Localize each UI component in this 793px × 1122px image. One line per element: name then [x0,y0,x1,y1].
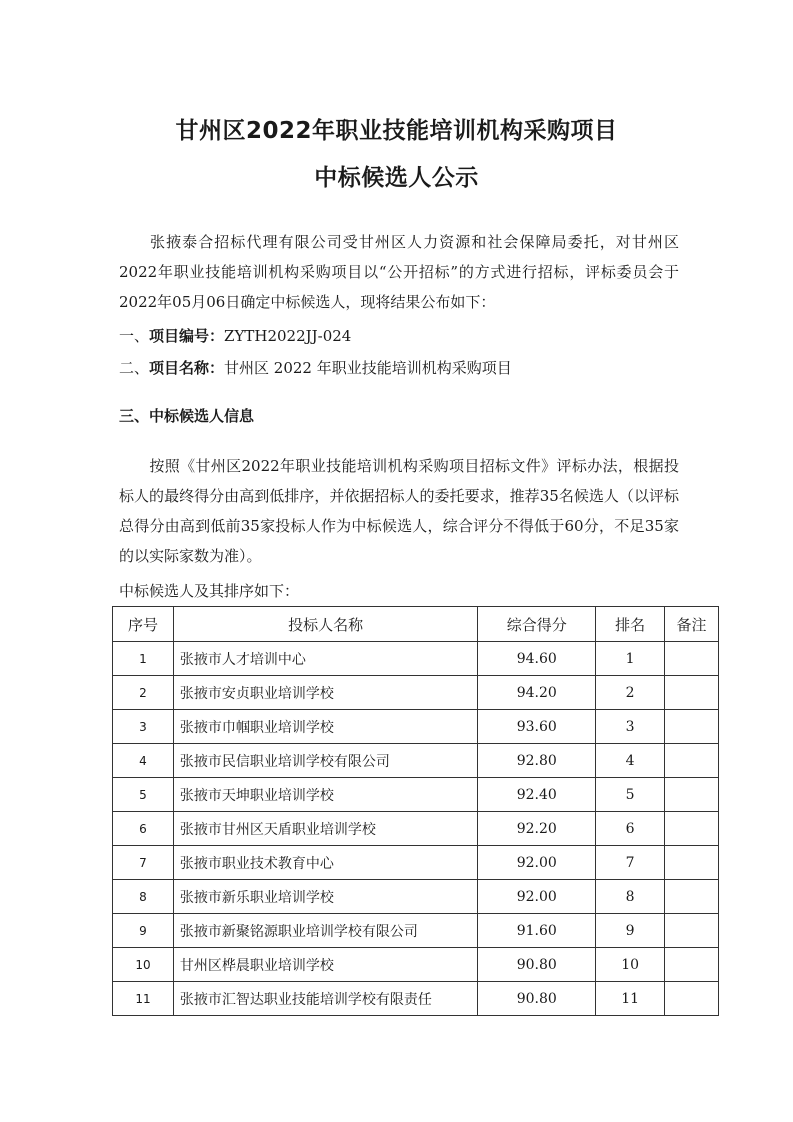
document-subtitle: 中标候选人公示 [314,165,479,191]
note-cell [665,710,719,744]
table-row [113,982,719,1016]
note-cell [665,676,719,710]
row-number-cell: 2 [113,676,174,710]
bidder-name-cell: 张掖市安贞职业培训学校 [173,676,477,710]
row-number-cell: 6 [113,812,174,846]
row-number-cell: 4 [113,744,174,778]
header-name: 投标人名称 [173,607,477,642]
table-row [113,710,719,744]
bidder-name-cell: 张掖市新乐职业培训学校 [173,880,477,914]
bidder-name-cell: 张掖市汇智达职业技能培训学校有限责任 [173,982,477,1016]
row-number-cell: 5 [113,778,174,812]
bidder-name-cell: 张掖市天坤职业培训学校 [173,778,477,812]
row-number-cell: 9 [113,914,174,948]
row-number-cell: 10 [113,948,174,982]
document-title: 甘州区2022年职业技能培训机构采购项目 [175,118,618,144]
bidder-name-cell: 张掖市新聚铭源职业培训学校有限公司 [173,914,477,948]
score-cell: 91.60 [478,914,596,948]
table-row [113,812,719,846]
intro-text: 张掖泰合招标代理有限公司受甘州区人力资源和社会保障局委托，对甘州区2022年职业技能培训机构采购项目以“公开招标”的方式进行招标，评标委员会于2022年05月06日确定中标候选人，现将结果公布如下： [119,233,679,311]
score-cell: 93.60 [478,710,596,744]
note-cell [665,846,719,880]
rank-cell: 5 [596,778,665,812]
rank-cell: 1 [596,642,665,676]
project-number-line [119,325,351,346]
rank-cell: 4 [596,744,665,778]
score-cell: 90.80 [478,948,596,982]
rank-cell: 2 [596,676,665,710]
score-cell: 90.80 [478,982,596,1016]
table-row [113,778,719,812]
score-cell: 92.00 [478,880,596,914]
row-number-cell: 11 [113,982,174,1016]
header-note: 备注 [665,607,719,642]
project-number-prefix: 一、 [119,327,150,345]
project-name-prefix: 二、 [119,359,150,377]
header-score: 综合得分 [478,607,596,642]
rank-cell: 7 [596,846,665,880]
row-number-cell: 1 [113,642,174,676]
score-cell: 94.60 [478,642,596,676]
score-cell: 94.20 [478,676,596,710]
bidder-name-cell: 张掖市民信职业培训学校有限公司 [173,744,477,778]
score-cell: 92.40 [478,778,596,812]
score-cell: 92.80 [478,744,596,778]
table-header-row [113,607,719,642]
project-name-line [119,357,512,378]
table-row [113,948,719,982]
project-number-value: ZYTH2022JJ-024 [224,327,352,345]
bidder-name-cell: 张掖市甘州区天盾职业培训学校 [173,812,477,846]
table-row [113,914,719,948]
bidder-name-cell: 甘州区桦晨职业培训学校 [173,948,477,982]
row-number-cell: 3 [113,710,174,744]
note-cell [665,812,719,846]
project-name-value: 甘州区 2022 年职业技能培训机构采购项目 [224,359,512,377]
candidates-table [112,606,719,1016]
table-row [113,880,719,914]
header-rank: 排名 [596,607,665,642]
table-row [113,642,719,676]
intro-paragraph [119,227,679,317]
bidder-name-cell: 张掖市人才培训中心 [173,642,477,676]
rank-cell: 6 [596,812,665,846]
method-paragraph [119,451,679,571]
rank-cell: 9 [596,914,665,948]
note-cell [665,948,719,982]
row-number-cell: 7 [113,846,174,880]
section3-heading: 三、中标候选人信息 [119,407,255,425]
rank-cell: 8 [596,880,665,914]
project-number-label: 项目编号： [149,327,225,345]
bidder-name-cell: 张掖市巾帼职业培训学校 [173,710,477,744]
rank-cell: 11 [596,982,665,1016]
row-number-cell: 8 [113,880,174,914]
table-row [113,676,719,710]
note-cell [665,778,719,812]
rank-cell: 10 [596,948,665,982]
ranking-intro: 中标候选人及其排序如下： [119,582,300,600]
score-cell: 92.00 [478,846,596,880]
note-cell [665,642,719,676]
note-cell [665,880,719,914]
rank-cell: 3 [596,710,665,744]
header-no: 序号 [113,607,174,642]
score-cell: 92.20 [478,812,596,846]
note-cell [665,914,719,948]
project-name-label: 项目名称： [149,359,225,377]
method-text: 按照《甘州区2022年职业技能培训机构采购项目招标文件》评标办法，根据投标人的最终得分由高到低排序，并依据招标人的委托要求，推荐35名候选人（以评标总得分由高到低前35家投标人作为中标候选人，综合评分不得低于60分，不足35家的以实际家数为准）。 [119,457,679,565]
table-row [113,846,719,880]
note-cell [665,744,719,778]
bidder-name-cell: 张掖市职业技术教育中心 [173,846,477,880]
note-cell [665,982,719,1016]
table-row [113,744,719,778]
